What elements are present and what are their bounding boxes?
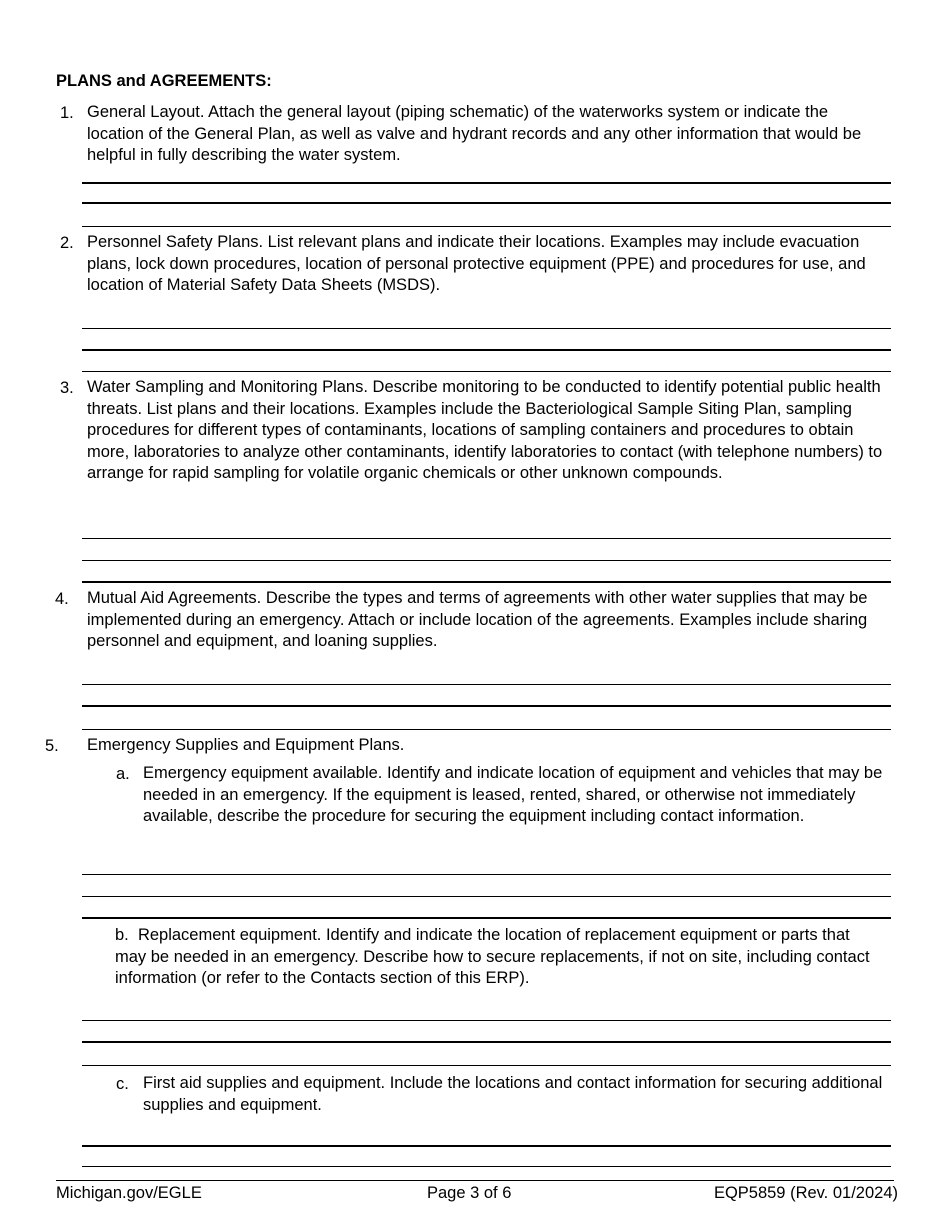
subitem-c-text: First aid supplies and equipment. Include the locations and contact information for securing additional supplies and equipment. xyxy=(143,1074,883,1114)
item-2-answer-line[interactable] xyxy=(82,328,891,329)
subitem-b-answer-line[interactable] xyxy=(82,1041,891,1043)
subitem-a-answer-line[interactable] xyxy=(82,896,891,897)
item-4-number: 4. xyxy=(55,590,69,608)
item-1-answer-line[interactable] xyxy=(82,182,891,184)
subitem-a-letter: a. xyxy=(116,765,130,783)
item-2-answer-line[interactable] xyxy=(82,349,891,351)
item-4-answer-line[interactable] xyxy=(82,684,891,685)
item-1-text: General Layout. Attach the general layout (piping schematic) of the waterworks system or indicate the location of the General Plan, as well as valve and hydrant records and any other information that would be helpful in fully describing the water system. xyxy=(87,103,862,164)
section-heading: PLANS and AGREEMENTS: xyxy=(56,72,272,90)
subitem-b-letter: b. xyxy=(115,926,129,944)
item-4-answer-line[interactable] xyxy=(82,729,891,730)
item-1-number: 1. xyxy=(60,104,74,122)
subitem-c-answer-line[interactable] xyxy=(82,1145,891,1147)
subitem-c-letter: c. xyxy=(116,1075,129,1093)
footer-form-number: EQP5859 (Rev. 01/2024) xyxy=(713,1184,898,1202)
item-2-number: 2. xyxy=(60,234,74,252)
subitem-b-answer-line[interactable] xyxy=(82,1020,891,1021)
subitem-a-text: Emergency equipment available. Identify and indicate location of equipment and vehicles that may be needed in an emergency. If the equipment is leased, rented, shared, or otherwise not immediately available, describe the procedure for securing the equipment including contact information. xyxy=(143,764,883,825)
item-2-text: Personnel Safety Plans. List relevant plans and indicate their locations. Examples may include evacuation plans, lock down procedures, location of personal protective equipment (PPE) and procedures for use, and location of Material Safety Data Sheets (MSDS). xyxy=(87,233,866,294)
item-1-answer-line[interactable] xyxy=(82,202,891,204)
subitem-b-text xyxy=(115,925,885,990)
item-5-text: Emergency Supplies and Equipment Plans. xyxy=(87,736,405,754)
subitem-c-answer-line[interactable] xyxy=(82,1166,891,1167)
subitem-a-answer-line[interactable] xyxy=(82,917,891,919)
item-3-answer-line[interactable] xyxy=(82,538,891,539)
subitem-b-answer-line[interactable] xyxy=(82,1065,891,1066)
item-3-text: Water Sampling and Monitoring Plans. Describe monitoring to be conducted to identify potential public health threats. List plans and their locations. Examples include the Bacteriological Sample Siting Plan, sampling procedures for different types of contaminants, locations of sampling containers and procedures to obtain more, laboratories to analyze other contaminants, identify laboratories to contact (with telephone numbers) to arrange for rapid sampling for volatile organic chemicals or other unknown compounds. xyxy=(87,378,883,482)
item-3-number: 3. xyxy=(60,379,74,397)
subitem-a-answer-line[interactable] xyxy=(82,874,891,875)
footer-page-number: Page 3 of 6 xyxy=(427,1184,512,1202)
item-4-text: Mutual Aid Agreements. Describe the types and terms of agreements with other water supplies that may be implemented during an emergency. Attach or include location of the agreements. Examples include sharing personnel and equipment, and loaning supplies. xyxy=(87,589,868,650)
item-3-answer-line[interactable] xyxy=(82,560,891,561)
subitem-b-body: Replacement equipment. Identify and indicate the location of replacement equipment or parts that may be needed in an emergency. Describe how to secure replacements, if not on site, including contact information (or refer to the Contacts section of this ERP). xyxy=(115,926,870,987)
item-4-answer-line[interactable] xyxy=(82,705,891,707)
footer-website: Michigan.gov/EGLE xyxy=(56,1184,202,1202)
item-3-answer-line[interactable] xyxy=(82,581,891,583)
item-2-answer-line[interactable] xyxy=(82,371,891,372)
item-5-number: 5. xyxy=(45,737,59,755)
footer-rule xyxy=(56,1180,894,1181)
item-1-answer-line[interactable] xyxy=(82,226,891,227)
